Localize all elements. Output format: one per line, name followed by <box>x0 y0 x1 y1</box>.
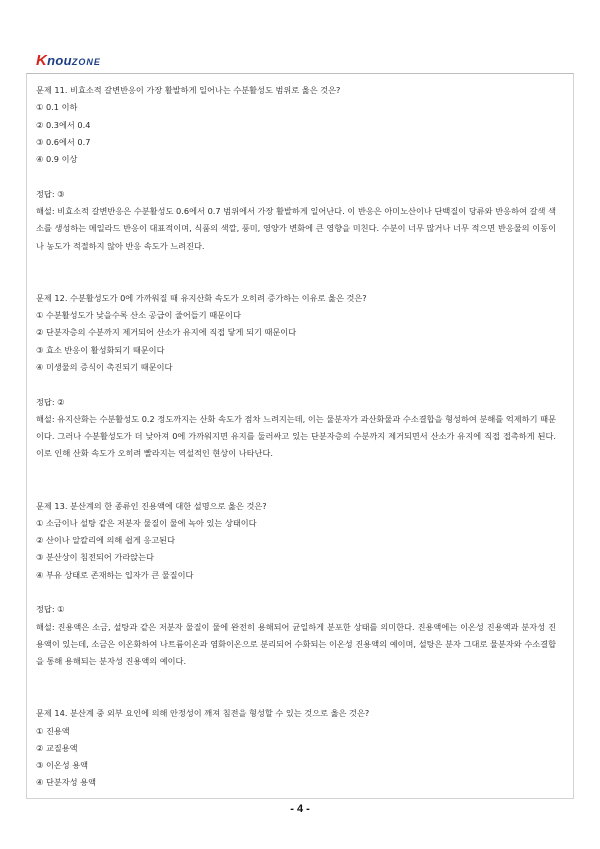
option-1: ① 수분활성도가 낮을수록 산소 공급이 줄어들기 때문이다 <box>36 310 241 321</box>
logo-text-nou: nou <box>47 53 72 68</box>
answer-text: 정답: ① <box>36 604 65 615</box>
question-text: 문제 11. 비효소적 갈변반응이 가장 활발하게 일어나는 수분활성도 범위로 옳은 것은? <box>36 85 341 95</box>
logo-letter-k: K <box>36 52 48 69</box>
option-3: ③ 0.6에서 0.7 <box>36 136 91 147</box>
option-3: ③ 효소 반응이 활성화되기 때문이다 <box>36 344 165 355</box>
document-body <box>36 82 556 809</box>
page-number: - 4 - <box>290 803 310 815</box>
option-3: ③ 분산상이 침전되어 가라앉는다 <box>36 552 154 563</box>
explanation-text: 해설: 비효소적 갈변반응은 수분활성도 0.6에서 0.7 범위에서 가장 활발하게 일어난다. 이 반응은 아미노산이나 단백질이 당류와 반응하여 갈색 색소를 생성하는 메일라드 반응이 대표적이며, 식품의 색깔, 풍미, 영양가 변화에 큰 영향을 미친다. 수분이 너무 많거나 너무 적으면 반응물의 이동이나 농도가 적절하지 않아 반응 속도가 느려진다. <box>36 206 556 251</box>
question-block-13 <box>36 498 556 671</box>
option-2: ② 0.3에서 0.4 <box>36 119 91 130</box>
option-2: ② 교질용액 <box>36 742 78 753</box>
question-block-11 <box>36 82 556 255</box>
option-1: ① 소금이나 설탕 같은 저분자 물질이 물에 녹아 있는 상태이다 <box>36 517 257 528</box>
explanation-text: 해설: 유지산화는 수분활성도 0.2 정도까지는 산화 속도가 점차 느려지는데, 이는 물분자가 과산화물과 수소결합을 형성하여 분해를 억제하기 때문이다. 그러나 수분활성도가 더 낮아져 0에 가까워지면 유지를 둘러싸고 있는 단분자층의 수분까지 제거되면서 산소가 유지에 직접 접촉하게 된다. 이로 인해 산화 속도가 오히려 빨라지는 역설적인 현상이 나타난다. <box>36 413 556 459</box>
knouzone-logo <box>36 52 101 68</box>
option-4: ④ 부유 상태로 존재하는 입자가 큰 물질이다 <box>36 569 194 580</box>
option-1: ① 진용액 <box>36 725 70 736</box>
option-2: ② 산이나 알칼리에 의해 쉽게 응고된다 <box>36 535 175 546</box>
answer-text: 정답: ② <box>36 396 65 407</box>
option-4: ④ 미생물의 증식이 촉진되기 때문이다 <box>36 361 173 372</box>
option-2: ② 단분자층의 수분까지 제거되어 산소가 유지에 직접 닿게 되기 때문이다 <box>36 327 297 338</box>
explanation-text: 해설: 진용액은 소금, 설탕과 같은 저분자 물질이 물에 완전히 용해되어 균일하게 분포한 상태를 의미한다. 진용액에는 이온성 진용액과 분자성 진용액이 있는데, 소금은 이온화하여 나트륨이온과 염화이온으로 분리되어 수화되는 이온성 진용액의 예이며, 설탕은 분자 그대로 물분자와 수소결합을 통해 용해되는 분자성 진용액의 예이다. <box>36 621 556 667</box>
logo-text-zone: ZONE <box>71 57 101 67</box>
answer-text: 정답: ③ <box>36 188 65 199</box>
question-text: 문제 13. 분산계의 한 종류인 진용액에 대한 설명으로 옳은 것은? <box>36 500 267 511</box>
question-text: 문제 14. 분산계 중 외부 요인에 의해 안정성이 깨져 침전을 형성할 수 있는 것으로 옳은 것은? <box>36 708 370 719</box>
option-4: ④ 0.9 이상 <box>36 154 78 165</box>
option-3: ③ 이온성 용액 <box>36 760 89 771</box>
option-1: ① 0.1 이하 <box>36 102 78 113</box>
question-text: 문제 12. 수분활성도가 0에 가까워질 때 유지산화 속도가 오히려 증가하는 이유로 옳은 것은? <box>36 292 367 303</box>
option-4: ④ 단분자성 용액 <box>36 777 96 788</box>
question-block-14 <box>36 705 556 791</box>
question-block-12 <box>36 290 556 463</box>
